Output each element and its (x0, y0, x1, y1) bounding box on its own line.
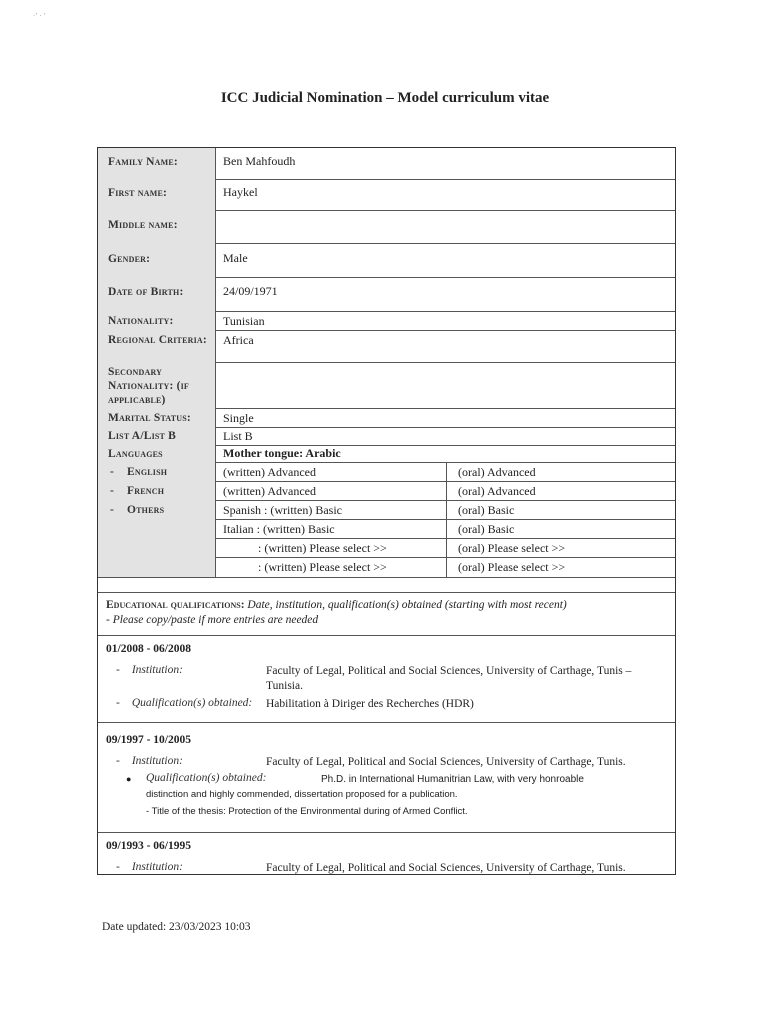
italian-oral-select[interactable]: (oral) Basic (458, 522, 515, 536)
qualification-value: Habilitation à Diriger des Recherches (HDR) (266, 698, 474, 710)
others-written-select[interactable]: Spanish : (written) Basic (223, 503, 342, 517)
row-lang-english (98, 462, 675, 482)
family-name-field[interactable]: Ben Mahfoudh (223, 154, 296, 168)
row-family-name (98, 148, 675, 180)
institution-label: - Institution: (116, 861, 183, 873)
bottom-rule (97, 874, 676, 875)
mother-tongue: Mother tongue: Arabic (223, 446, 341, 460)
extra2-written-select[interactable]: : (written) Please select >> (258, 560, 387, 574)
row-nationality (98, 311, 675, 331)
marital-field[interactable]: Single (223, 411, 254, 425)
nationality-label: Nationality: (98, 311, 216, 330)
institution-label: - Institution: (116, 755, 183, 767)
row-secondary-nationality (98, 362, 675, 409)
list-label: List A/List B (98, 427, 216, 445)
gender-label: Gender: (98, 243, 216, 277)
lang-others-label: - Others (98, 500, 216, 519)
bullet-icon: ● (126, 774, 132, 784)
extra2-oral-select[interactable]: (oral) Please select >> (458, 560, 566, 574)
lang-row-label (98, 557, 216, 577)
dob-label: Date of Birth: (98, 277, 216, 311)
entry-period: 01/2008 - 06/2008 (106, 643, 191, 655)
education-header (98, 592, 675, 636)
row-gender (98, 243, 675, 278)
english-oral-select[interactable]: (oral) Advanced (458, 465, 536, 479)
english-written-select[interactable]: (written) Advanced (223, 465, 316, 479)
education-entry (98, 832, 675, 876)
row-lang-extra-2 (98, 557, 675, 578)
row-middle-name (98, 210, 675, 244)
lang-row-label (98, 538, 216, 557)
cv-form (97, 147, 676, 875)
row-lang-extra-1 (98, 538, 675, 558)
scan-mark: ·ʼ · ʼ (33, 12, 46, 20)
first-name-field[interactable]: Haykel (223, 185, 258, 199)
qualification-label: - Qualification(s) obtained: (116, 697, 252, 709)
lang-row-label (98, 519, 216, 538)
qualification-value: Ph.D. in International Humanitrian Law, with very honroable (321, 774, 584, 785)
lang-french-label: - French (98, 481, 216, 500)
institution-value: Faculty of Legal, Political and Social Sciences, University of Carthage, Tunis. (266, 756, 626, 768)
nationality-field[interactable]: Tunisian (223, 314, 265, 328)
french-written-select[interactable]: (written) Advanced (223, 484, 316, 498)
family-name-label: Family Name: (98, 148, 216, 179)
languages-label: Languages (98, 445, 216, 462)
dob-field[interactable]: 24/09/1971 (223, 284, 278, 298)
extra1-oral-select[interactable]: (oral) Please select >> (458, 541, 566, 555)
entry-period: 09/1993 - 06/1995 (106, 840, 191, 852)
row-lang-french (98, 481, 675, 501)
education-heading: Educational qualifications: (106, 599, 245, 611)
thesis-title: - Title of the thesis: Protection of the Environmental during of Armed Conflict. (146, 806, 468, 817)
first-name-label: First name: (98, 179, 216, 210)
row-lang-italian (98, 519, 675, 539)
lang-english-label: - English (98, 462, 216, 481)
date-updated: Date updated: 23/03/2023 10:03 (102, 921, 251, 933)
french-oral-select[interactable]: (oral) Advanced (458, 484, 536, 498)
qualification-label: Qualification(s) obtained: (146, 772, 267, 784)
list-field[interactable]: List B (223, 429, 253, 443)
page-title: ICC Judicial Nomination – Model curriculum vitae (220, 90, 550, 106)
institution-value: Faculty of Legal, Political and Social Sciences, University of Carthage, Tunis. (266, 862, 626, 874)
entry-period: 09/1997 - 10/2005 (106, 734, 191, 746)
marital-label: Marital Status: (98, 408, 216, 427)
gender-field[interactable]: Male (223, 251, 248, 265)
education-entry (98, 635, 675, 723)
others-oral-select[interactable]: (oral) Basic (458, 503, 515, 517)
education-copy-note: - Please copy/paste if more entries are needed (106, 614, 319, 626)
institution-label: - Institution: (116, 664, 183, 676)
regional-label: Regional Criteria: (98, 330, 216, 362)
qualification-continuation: distinction and highly commended, dissertation proposed for a publication. (146, 789, 458, 800)
education-entry (98, 722, 675, 833)
row-first-name (98, 179, 675, 211)
row-spacer (98, 577, 675, 593)
italian-written-select[interactable]: Italian : (written) Basic (223, 522, 335, 536)
institution-value: Faculty of Legal, Political and Social Sciences, University of Carthage, Tunis – Tunisia. (266, 665, 632, 692)
row-languages (98, 445, 675, 463)
middle-name-label: Middle name: (98, 210, 216, 243)
row-marital (98, 408, 675, 428)
row-dob (98, 277, 675, 312)
secondary-nationality-label: Secondary Nationality: (if applicable) (98, 362, 216, 408)
row-regional (98, 330, 675, 363)
row-list (98, 427, 675, 446)
regional-field[interactable]: Africa (223, 333, 254, 347)
education-heading-note: Date, institution, qualification(s) obtained (starting with most recent) (247, 599, 567, 611)
extra1-written-select[interactable]: : (written) Please select >> (258, 541, 387, 555)
row-lang-others (98, 500, 675, 520)
